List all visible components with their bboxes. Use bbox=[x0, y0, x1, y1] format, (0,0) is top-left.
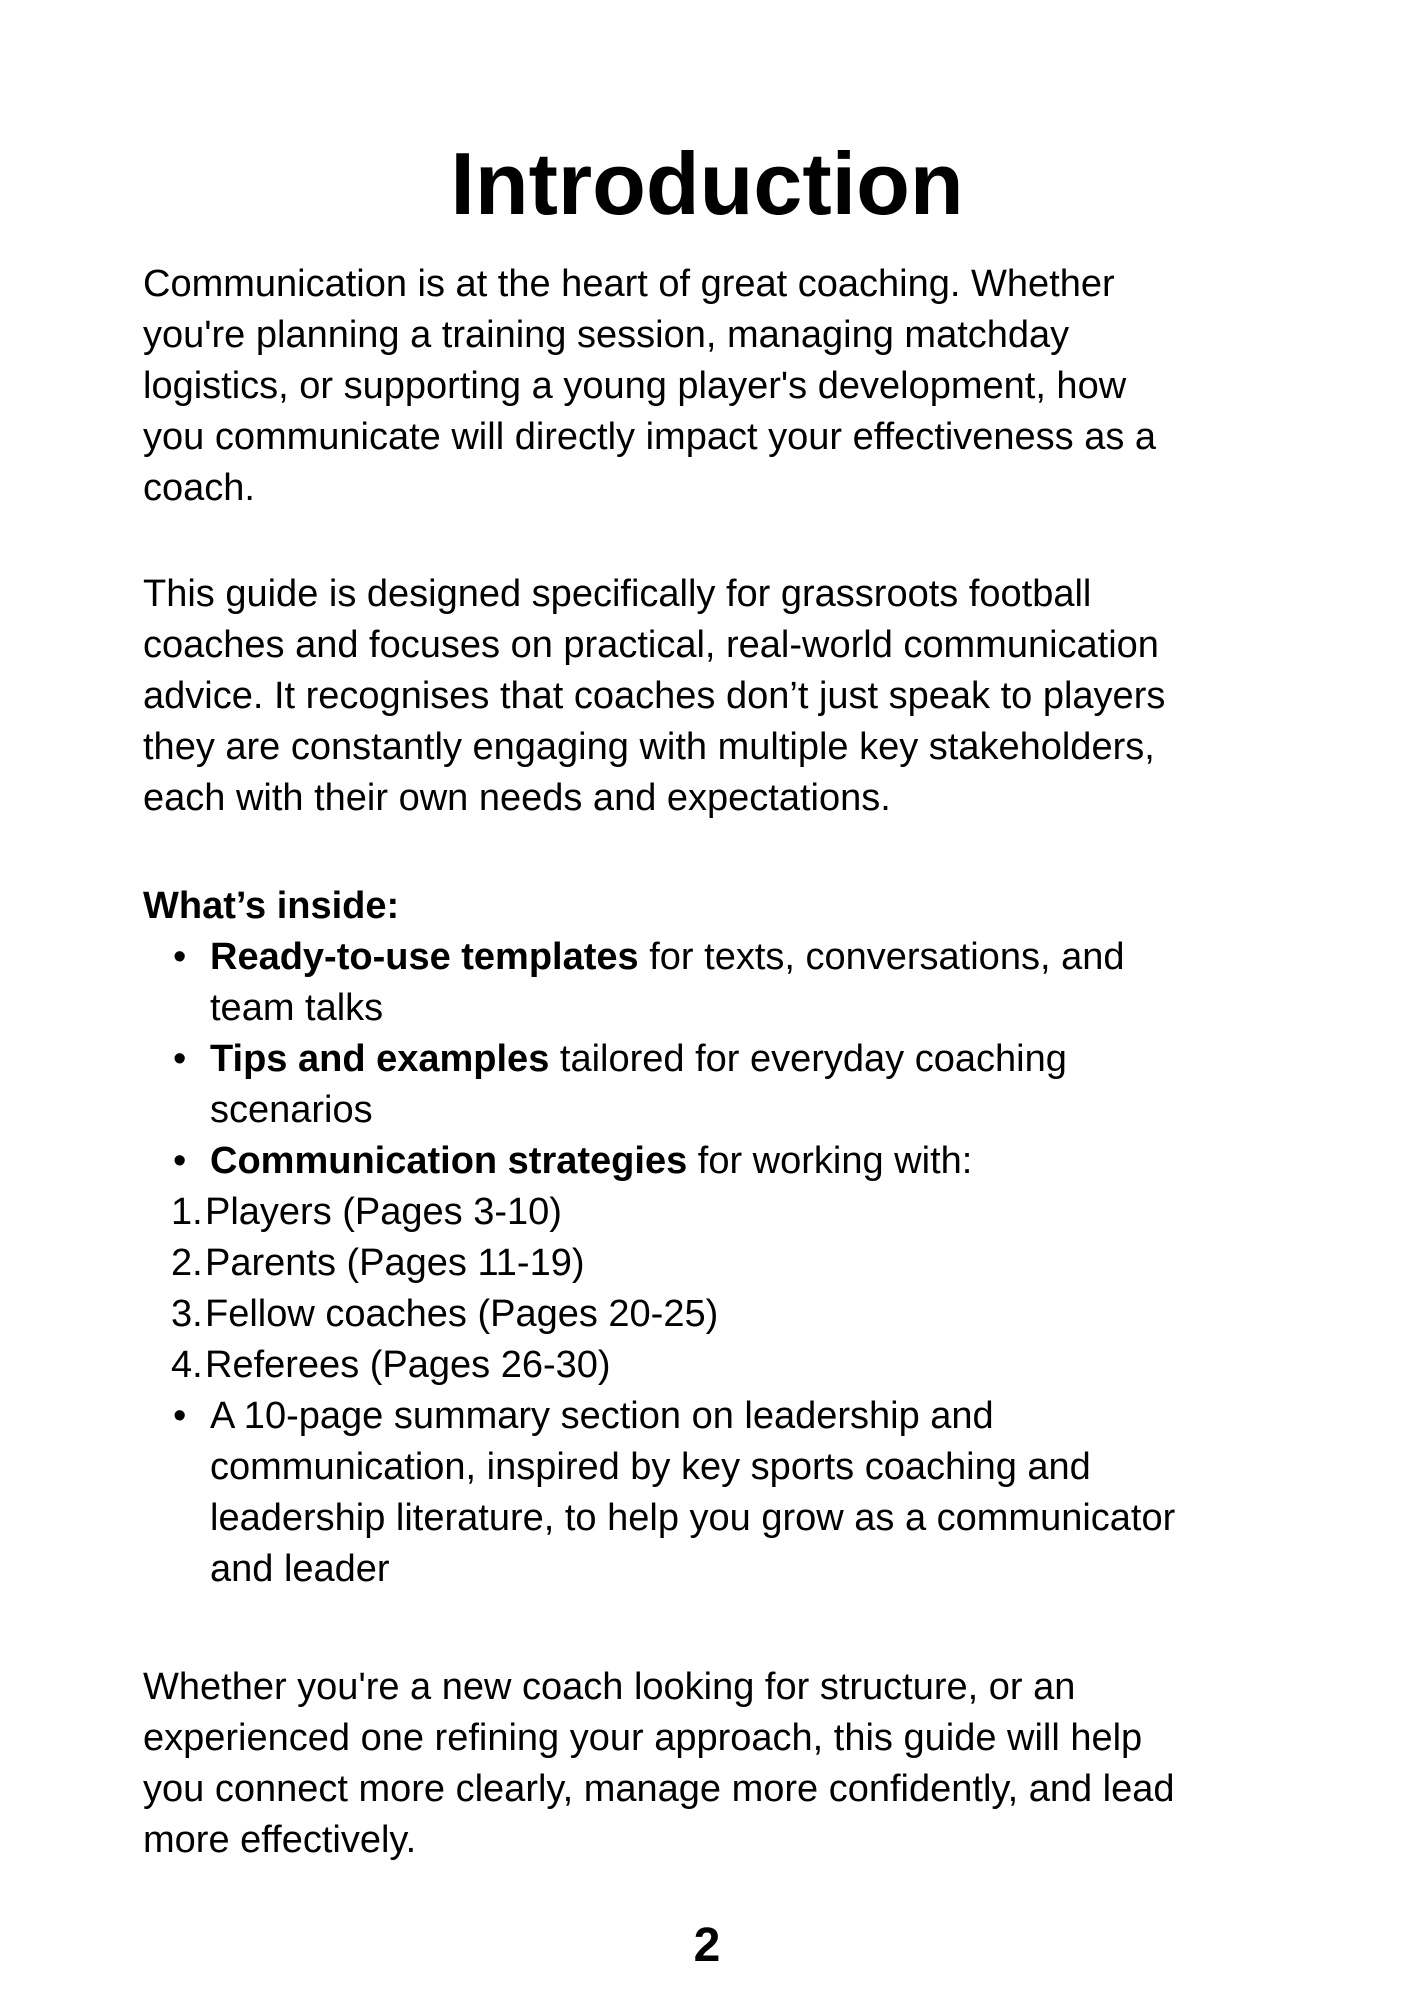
bullet-rest-text: tailored for everyday coaching scenarios bbox=[210, 1038, 1067, 1131]
page-content bbox=[143, 259, 1193, 1866]
numbered-item-players bbox=[143, 1187, 1193, 1238]
bullet-bold-label: Ready-to-use templates bbox=[210, 936, 639, 978]
bullet-item-text bbox=[210, 932, 1193, 1034]
bullet-bold-label: Communication strategies bbox=[210, 1140, 688, 1182]
page-title: Introduction bbox=[450, 134, 964, 233]
numbered-item-parents bbox=[143, 1238, 1193, 1289]
stakeholder-numbered-list bbox=[143, 1187, 1193, 1391]
bullet-bold-label: Tips and examples bbox=[210, 1038, 550, 1080]
bullet-item-summary bbox=[143, 1391, 1193, 1595]
numbered-item-text: Players (Pages 3-10) bbox=[205, 1191, 562, 1233]
bullet-rest-text: for texts, conversations, and team talks bbox=[210, 936, 1125, 1029]
bullet-rest-text: for working with: bbox=[687, 1140, 973, 1182]
numbered-item-text: Fellow coaches (Pages 20-25) bbox=[205, 1293, 719, 1335]
list-number: 3. bbox=[171, 1293, 203, 1335]
bullet-icon: • bbox=[173, 1038, 187, 1080]
bullet-icon: • bbox=[173, 1395, 187, 1437]
closing-paragraph: Whether you're a new coach looking for structure, or an experienced one refining your approach, this guide will help you connect more clearly, manage more confidently, and lead more effectively. bbox=[143, 1666, 1175, 1861]
bullet-icon: • bbox=[173, 1140, 187, 1182]
numbered-item-text: Referees (Pages 26-30) bbox=[205, 1344, 611, 1386]
list-number: 1. bbox=[171, 1191, 203, 1233]
guide-overview-paragraph: This guide is designed specifically for grassroots football coaches and focuses on practical, real-world communication advice. It recognises that coaches don’t just speak to players they are constantly engaging with multiple key stakeholders, each with their own needs and expectations. bbox=[143, 573, 1166, 819]
bullet-item-tips bbox=[143, 1034, 1193, 1136]
intro-paragraph: Communication is at the heart of great coaching. Whether you're planning a training session, managing matchday logistics, or supporting a young player's development, how you communicate will directly impact your effectiveness as a coach. bbox=[143, 263, 1157, 509]
summary-bullet-list bbox=[143, 1391, 1193, 1595]
page-number: 2 bbox=[693, 1919, 721, 1972]
whats-inside-bullet-list bbox=[143, 932, 1193, 1187]
numbered-item-text: Parents (Pages 11-19) bbox=[205, 1242, 585, 1284]
list-number: 2. bbox=[171, 1242, 203, 1284]
list-number: 4. bbox=[171, 1344, 203, 1386]
whats-inside-heading: What’s inside: bbox=[143, 885, 400, 927]
bullet-item-text: A 10-page summary section on leadership and communication, inspired by key sports coaching and leadership literature, to help you grow as a communicator and leader bbox=[210, 1395, 1176, 1590]
bullet-item-strategies bbox=[143, 1136, 1193, 1187]
bullet-item-templates bbox=[143, 932, 1193, 1034]
bullet-item-text bbox=[210, 1136, 1193, 1187]
bullet-icon: • bbox=[173, 936, 187, 978]
numbered-item-referees bbox=[143, 1340, 1193, 1391]
numbered-item-fellow-coaches bbox=[143, 1289, 1193, 1340]
bullet-item-text bbox=[210, 1034, 1193, 1136]
